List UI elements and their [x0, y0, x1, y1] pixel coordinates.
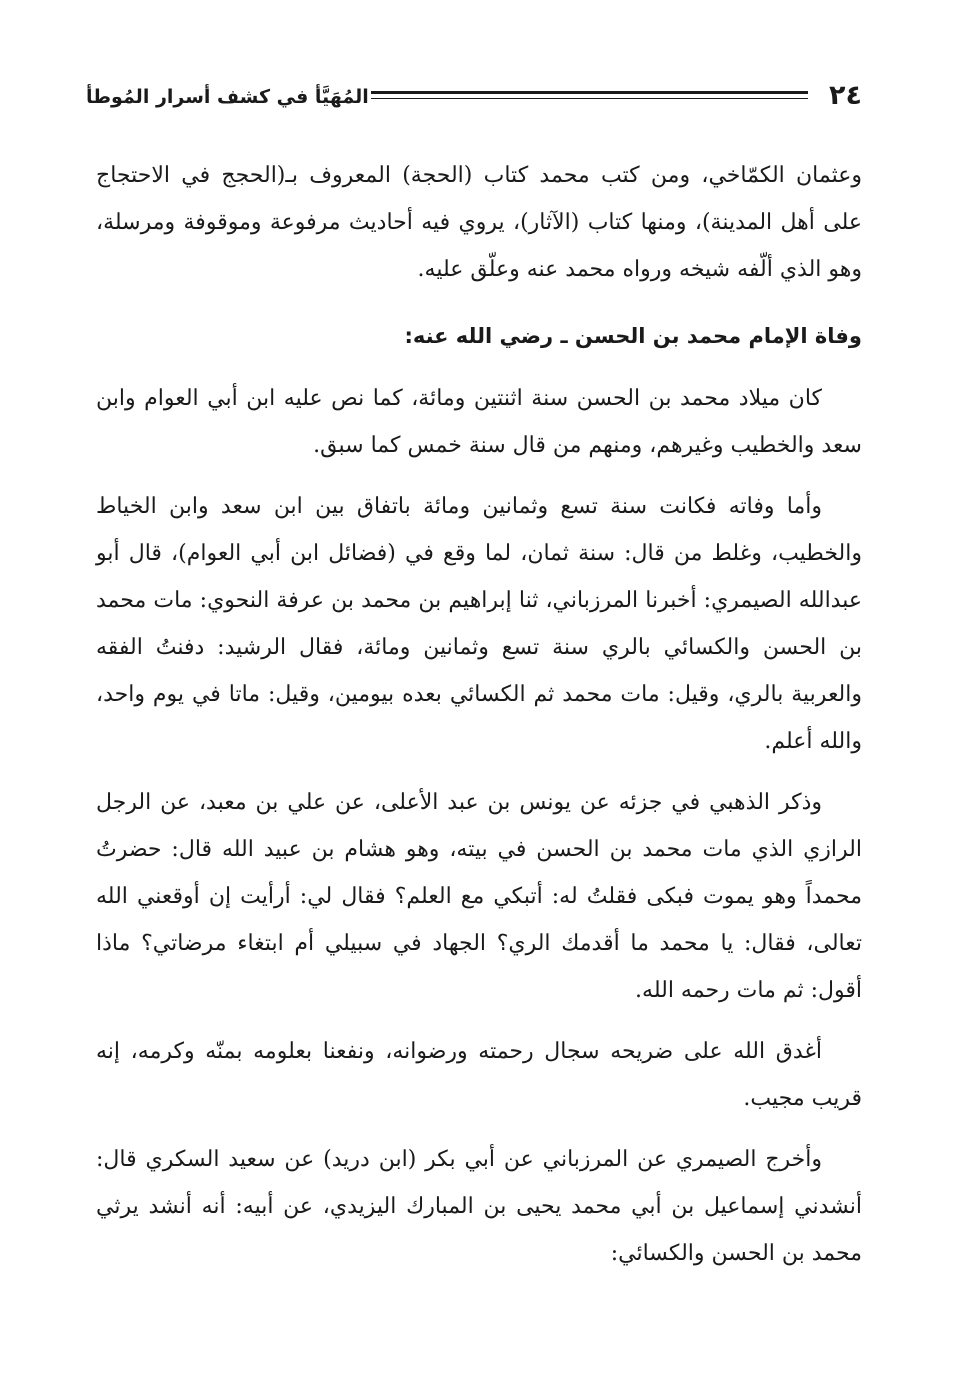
- header-rule-thin: [371, 98, 808, 99]
- paragraph-dhahabi: وذكر الذهبي في جزئه عن يونس بن عبد الأعلى، عن علي بن معبد، عن الرجل الرازي الذي مات محمد بن الحسن في بيته، وهو هشام بن عبيد الله قال: حضرتُ محمداً وهو يموت فبكى فقلتُ له: أتبكي مع العلم؟ فقال لي: أرأيت إن أوقعني الله تعالى، فقال: يا محمد ما أقدمك الري؟ الجهاد في سبيلي أم ابتغاء مرضاتي؟ ماذا أقول: ثم مات رحمه الله.: [96, 790, 862, 1003]
- paragraph-saymari: وأخرج الصيمري عن المرزباني عن أبي بكر (ابن دريد) عن سعيد السكري قال: أنشدني إسماعيل بن أبي محمد يحيى بن المبارك اليزيدي، عن أبيه: أنه أنشد يرثي محمد بن الحسن والكسائي:: [96, 1147, 862, 1266]
- paragraph-death: وأما وفاته فكانت سنة تسع وثمانين ومائة باتفاق بين ابن سعد وابن الخياط والخطيب، وغلط من قال: سنة ثمان، لما وقع في (فضائل ابن أبي العوام)، قال أبو عبدالله الصيمري: أخبرنا المرزباني، ثنا إبراهيم بن محمد بن عرفة النحوي: مات محمد بن الحسن والكسائي بالري سنة تسع وثمانين ومائة، فقال الرشيد: دفنتُ الفقه والعربية بالري، وقيل: مات محمد ثم الكسائي بعده بيومين، وقيل: ماتا في يوم واحد، والله أعلم.: [96, 494, 862, 754]
- section-heading: وفاة الإمام محمد بن الحسن ـ رضي الله عنه:: [404, 324, 862, 348]
- paragraph-dua: أغدق الله على ضريحه سجال رحمته ورضوانه، ونفعنا بعلومه بمنّه وكرمه، إنه قريب مجيب.: [96, 1039, 862, 1111]
- running-title: المُهَيَّأ في كشف أسرار المُوطأ: [86, 86, 369, 108]
- running-header: [86, 78, 862, 118]
- page-body: [96, 152, 862, 1277]
- header-rule: [371, 91, 808, 94]
- paragraph-intro: وعثمان الكمّاخي، ومن كتب محمد كتاب (الحجة) المعروف بـ(الحجج في الاحتجاج على أهل المدينة)، ومنها كتاب (الآثار)، يروي فيه أحاديث مرفوعة وموقوفة ومرسلة، وهو الذي ألّفه شيخه ورواه محمد عنه وعلّق عليه.: [96, 163, 862, 282]
- paragraph-birth: كان ميلاد محمد بن الحسن سنة اثنتين ومائة، كما نص عليه ابن أبي العوام وابن سعد والخطيب وغيرهم، ومنهم من قال سنة خمس كما سبق.: [96, 386, 862, 458]
- page-number: ٢٤: [829, 80, 862, 111]
